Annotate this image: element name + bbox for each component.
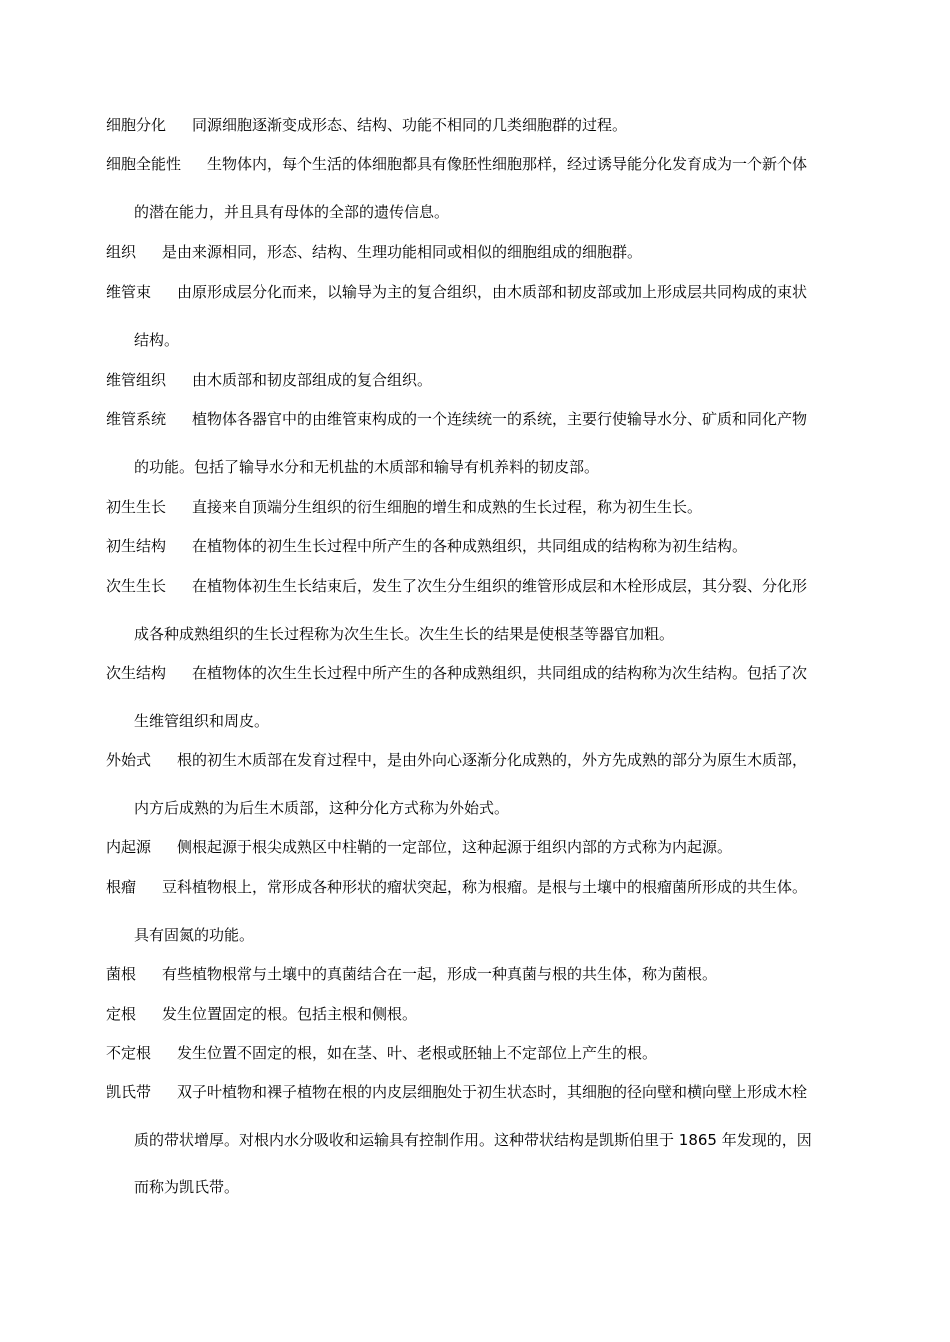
entry-normal-root [106,1004,896,1024]
term: 细胞分化 [106,116,167,134]
entry-vascular-bundle [106,282,896,350]
entry-vascular-system [106,409,896,477]
definition-line: 结构。 [134,331,180,349]
definition-line: 的功能。包括了输导水分和无机盐的木质部和输导有机养料的韧皮部。 [134,458,600,476]
term: 次生结构 [106,664,167,682]
entry-endogenous-origin [106,837,896,857]
definition-line: 生维管组织和周皮。 [134,712,270,730]
term: 不定根 [106,1044,152,1062]
term: 菌根 [106,965,137,983]
definition-line: 在植物体的次生生长过程中所产生的各种成熟组织，共同组成的结构称为次生结构。包括了次 [192,664,808,682]
definition-line: 豆科植物根上，常形成各种形状的瘤状突起，称为根瘤。是根与土壤中的根瘤菌所形成的共生体。 [162,878,808,896]
entry-primary-growth [106,497,896,517]
entry-secondary-structure [106,663,896,731]
entry-secondary-growth [106,576,896,644]
term: 维管系统 [106,410,167,428]
term: 定根 [106,1005,137,1023]
term: 次生生长 [106,577,167,595]
definition-line: 成各种成熟组织的生长过程称为次生生长。次生生长的结果是使根茎等器官加粗。 [134,625,675,643]
definition-line: 的潜在能力，并且具有母体的全部的遗传信息。 [134,203,450,221]
definition-line: 侧根起源于根尖成熟区中柱鞘的一定部位，这种起源于组织内部的方式称为内起源。 [177,838,733,856]
entry-totipotency [106,154,896,222]
entry-cell-differentiation [106,115,896,135]
term: 组织 [106,243,137,261]
entry-vascular-tissue [106,370,896,390]
definition-line: 发生位置固定的根。包括主根和侧根。 [162,1005,418,1023]
definition-line: 由原形成层分化而来，以输导为主的复合组织，由木质部和韧皮部或加上形成层共同构成的束状 [177,283,808,301]
definition-line: 具有固氮的功能。 [134,926,255,944]
term: 维管组织 [106,371,167,389]
term: 根瘤 [106,878,137,896]
definition-line: 植物体各器官中的由维管束构成的一个连续统一的系统，主要行使输导水分、矿质和同化产物 [192,410,808,428]
term: 初生结构 [106,537,167,555]
definition-line: 在植物体的初生生长过程中所产生的各种成熟组织，共同组成的结构称为初生结构。 [192,537,748,555]
entry-casparian-strip [106,1082,896,1197]
definition-line: 由木质部和韧皮部组成的复合组织。 [192,371,433,389]
term: 维管束 [106,283,152,301]
entry-tissue [106,242,896,262]
term: 凯氏带 [106,1083,152,1101]
definition-line: 内方后成熟的为后生木质部，这种分化方式称为外始式。 [134,799,510,817]
definition-line: 根的初生木质部在发育过程中，是由外向心逐渐分化成熟的，外方先成熟的部分为原生木质部， [177,751,808,769]
entry-exarch [106,750,896,818]
term: 外始式 [106,751,152,769]
definition-line: 质的带状增厚。对根内水分吸收和运输具有控制作用。这种带状结构是凯斯伯里于 1865 年发现的，因 [134,1131,812,1149]
definition-line: 在植物体初生生长结束后，发生了次生分生组织的维管形成层和木栓形成层，其分裂、分化形 [192,577,808,595]
term: 细胞全能性 [106,155,182,173]
definition-line: 同源细胞逐渐变成形态、结构、功能不相同的几类细胞群的过程。 [192,116,628,134]
definition-line: 双子叶植物和裸子植物在根的内皮层细胞处于初生状态时，其细胞的径向壁和横向壁上形成木栓 [177,1083,808,1101]
term: 内起源 [106,838,152,856]
definition-line: 是由来源相同，形态、结构、生理功能相同或相似的细胞组成的细胞群。 [162,243,643,261]
definition-line: 生物体内，每个生活的体细胞都具有像胚性细胞那样，经过诱导能分化发育成为一个新个体 [207,155,808,173]
entry-adventitious-root [106,1043,896,1063]
entry-root-nodule [106,877,896,945]
definition-line: 直接来自顶端分生组织的衍生细胞的增生和成熟的生长过程，称为初生生长。 [192,498,703,516]
definition-line: 发生位置不固定的根，如在茎、叶、老根或胚轴上不定部位上产生的根。 [177,1044,658,1062]
definition-line: 而称为凯氏带。 [134,1178,240,1196]
entry-primary-structure [106,536,896,556]
definition-line: 有些植物根常与土壤中的真菌结合在一起，形成一种真菌与根的共生体，称为菌根。 [162,965,718,983]
entry-mycorrhiza [106,964,896,984]
term: 初生生长 [106,498,167,516]
